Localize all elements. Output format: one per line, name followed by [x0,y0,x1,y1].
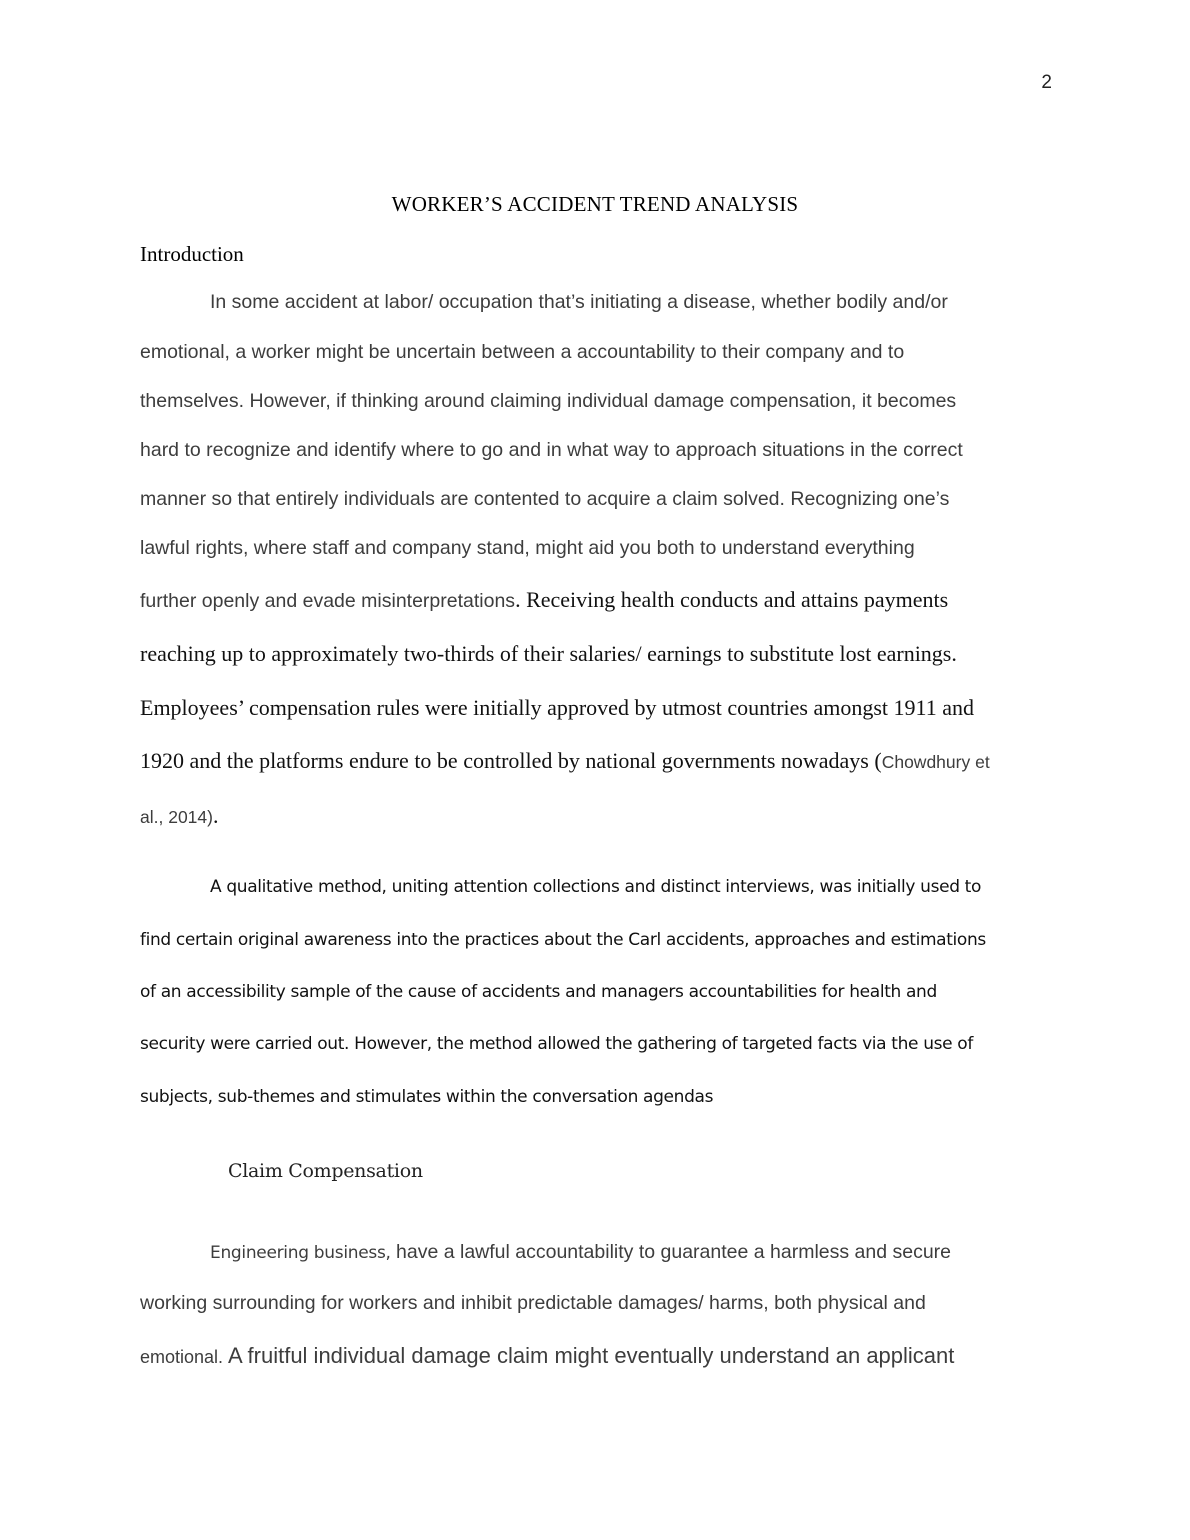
paragraph-text-segment: 1920 and the platforms endure to be controlled by national governments nowadays ( [140,748,882,773]
page-number: 2 [1041,72,1052,93]
paragraph-line: Employees’ compensation rules were initially approved by utmost countries amongst 1911 and [140,695,974,720]
paragraph-text-segment: A fruitful individual damage claim might eventually understand an applicant [223,1343,955,1368]
paragraph-line: of an accessibility sample of the cause of accidents and managers accountabilities for health and [140,982,937,1002]
paragraph-line: emotional, a worker might be uncertain between a accountability to their company and to [140,341,905,363]
citation-text: al., 2014) [140,807,213,827]
introduction-heading: Introduction [140,242,244,266]
paragraph-line: lawful rights, where staff and company stand, might aid you both to understand everything [140,537,915,559]
paragraph-line [210,1241,951,1264]
paragraph-line: In some accident at labor/ occupation that’s initiating a disease, whether bodily and/or [210,291,948,313]
paragraph-line: hard to recognize and identify where to go and in what way to approach situations in the correct [140,439,963,461]
claim-compensation-heading: Claim Compensation [228,1160,423,1182]
paragraph-text-segment: . [212,803,219,828]
paragraph-text-segment: . Receiving health conducts and attains payments [515,587,949,612]
paragraph-text-segment: emotional. [140,1347,224,1367]
paragraph-line: themselves. However, if thinking around claiming individual damage compensation, it becomes [140,390,957,412]
document-title: WORKER’S ACCIDENT TREND ANALYSIS [391,192,799,216]
paragraph-line: reaching up to approximately two-thirds of their salaries/ earnings to substitute lost earnings. [140,641,957,666]
citation-text: Chowdhury et [881,752,990,772]
paragraph-line: manner so that entirely individuals are contented to acquire a claim solved. Recognizing one’s [140,488,950,510]
paragraph-text-segment: further openly and evade misinterpretations [140,590,516,612]
paragraph-line [140,748,990,774]
paragraph-line: security were carried out. However, the method allowed the gathering of targeted facts via the use of [140,1034,973,1054]
paragraph-line [140,803,218,829]
paragraph-line: find certain original awareness into the practices about the Carl accidents, approaches and estimations [140,930,986,950]
paragraph-line [140,1343,954,1369]
paragraph-line: subjects, sub-themes and stimulates within the conversation agendas [140,1087,714,1107]
paragraph-line: working surrounding for workers and inhibit predictable damages/ harms, both physical and [140,1292,926,1314]
paragraph-text-segment: Engineering business, [210,1243,391,1263]
paragraph-text-segment: have a lawful accountability to guarantee a harmless and secure [390,1241,952,1263]
paragraph-line: A qualitative method, uniting attention collections and distinct interviews, was initially used to [210,877,982,897]
paragraph-line [140,587,948,613]
